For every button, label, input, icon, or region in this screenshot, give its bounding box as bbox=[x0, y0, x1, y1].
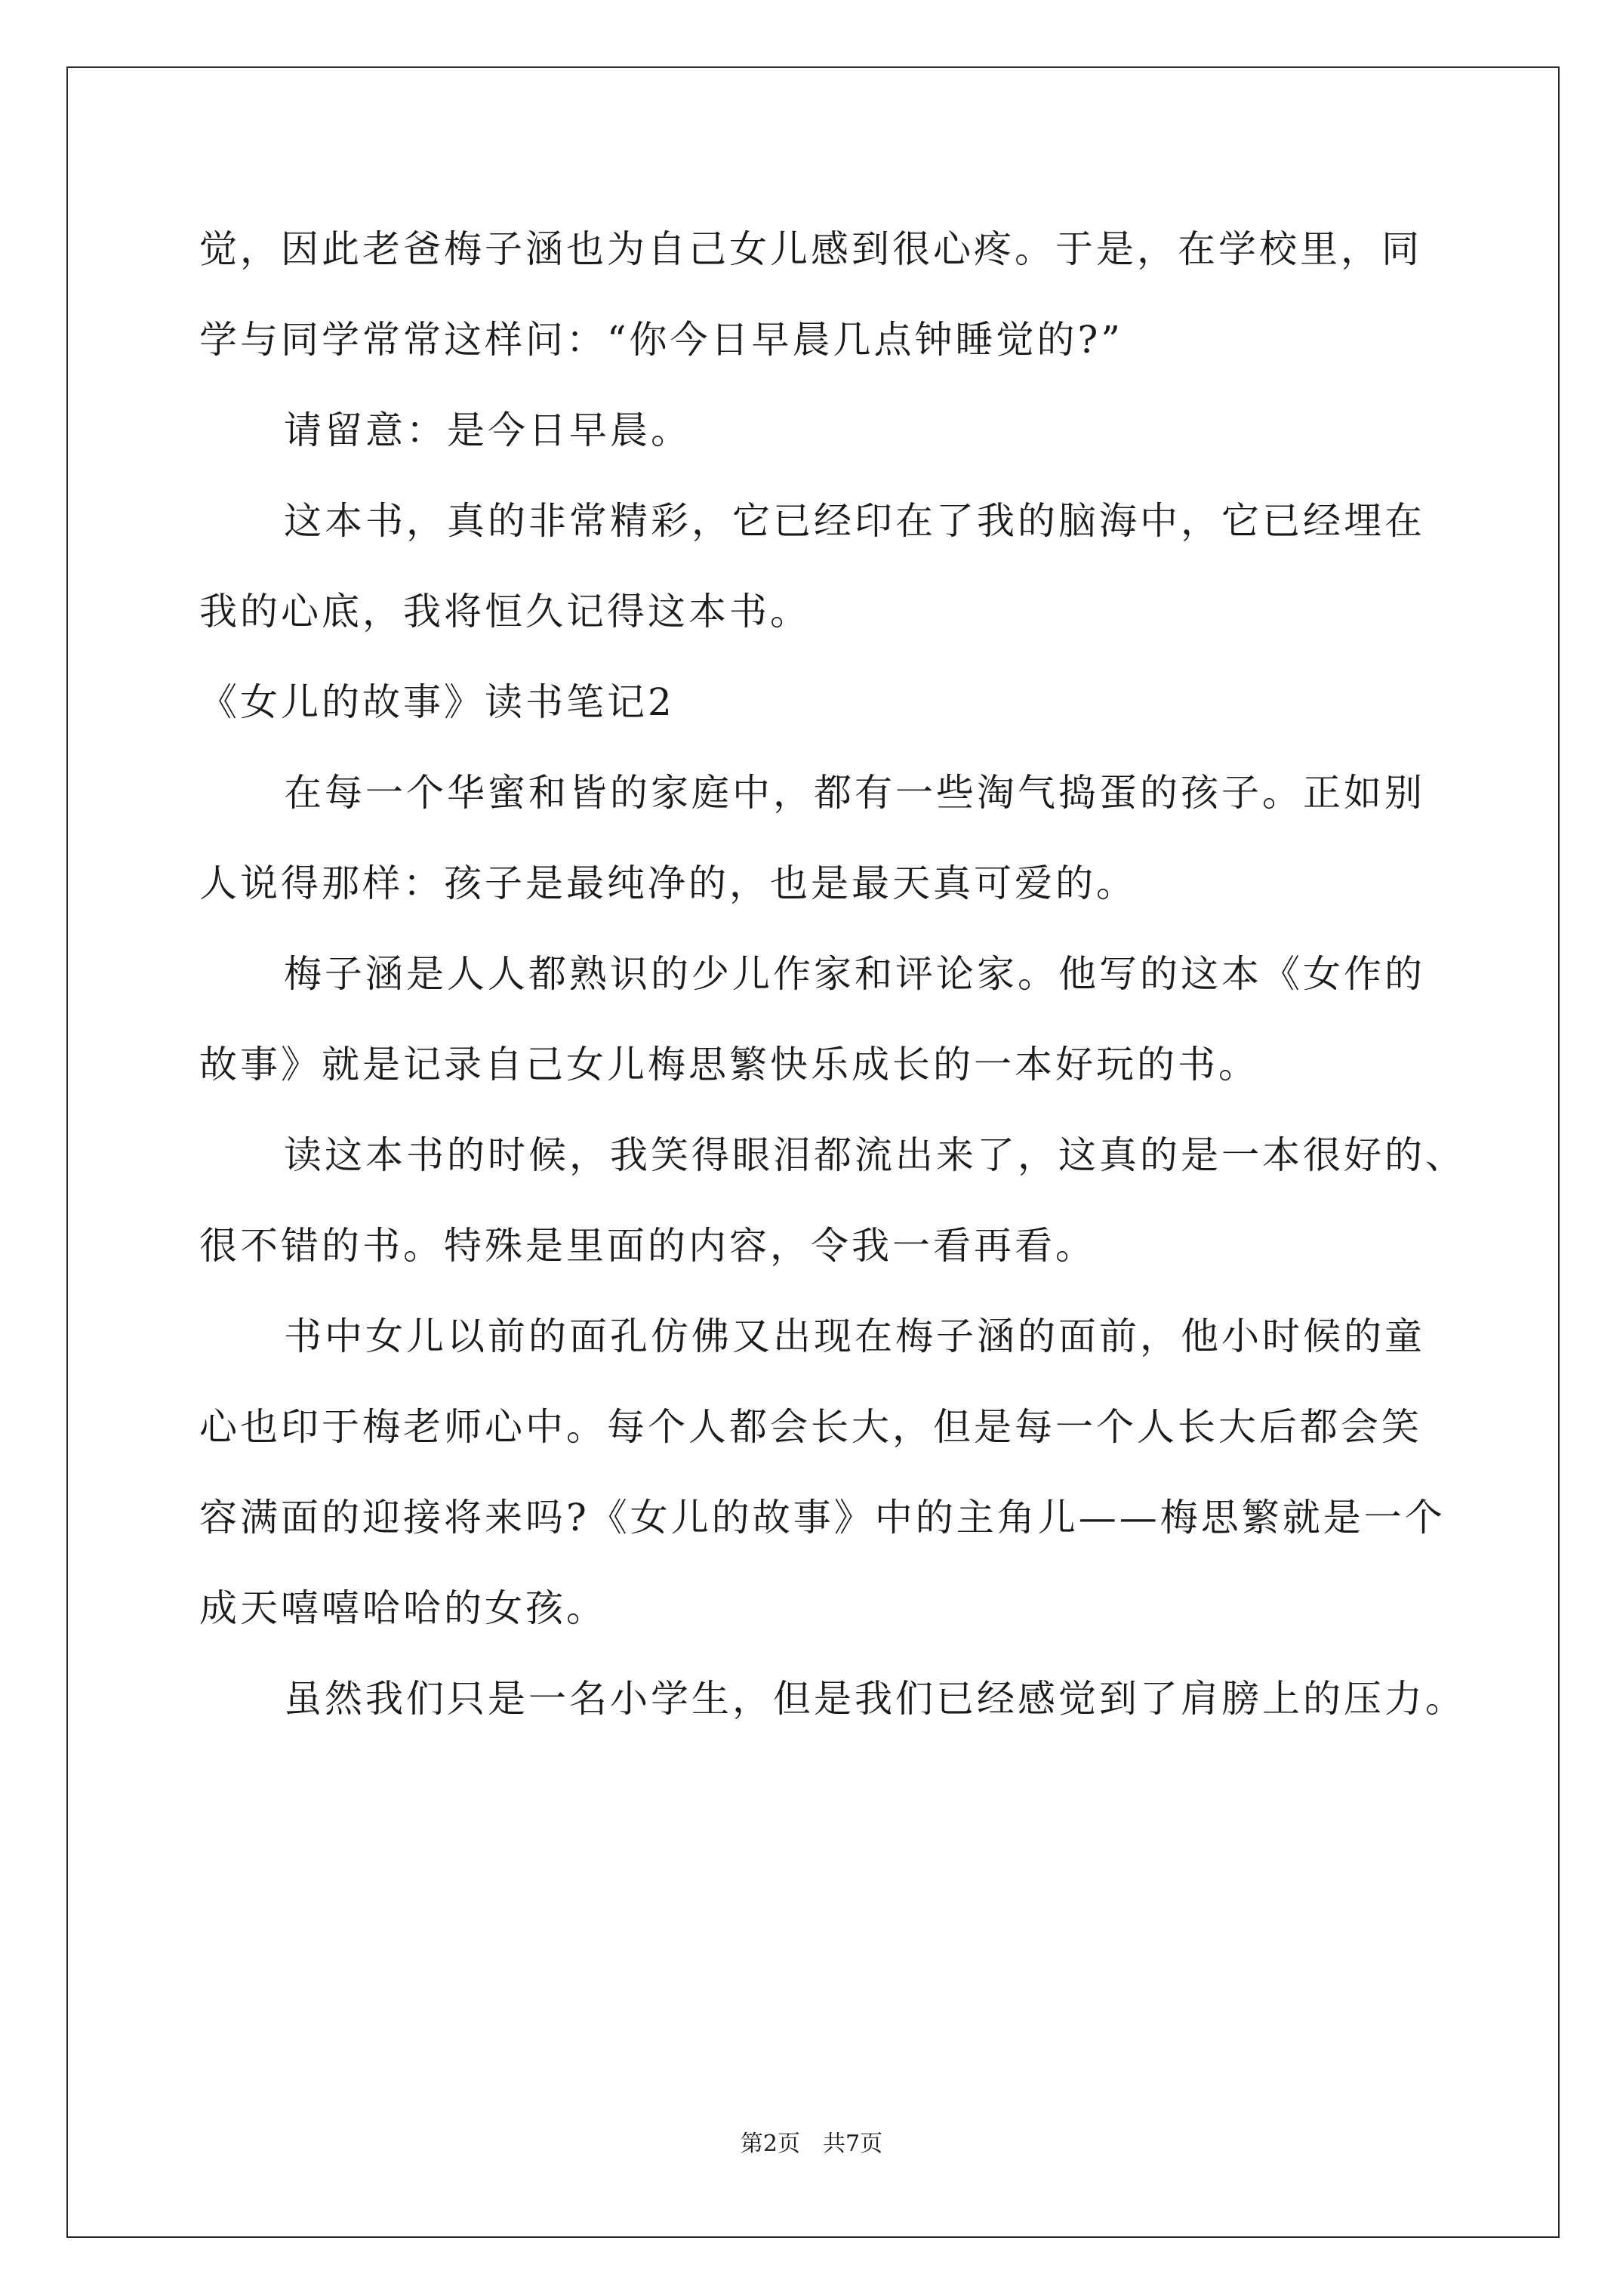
text-line: 很不错的书。特殊是里面的内容，令我一看再看。 bbox=[199, 1224, 1096, 1268]
text-line: 请留意：是今日早晨。 bbox=[284, 408, 691, 452]
text-line: 成天嘻嘻哈哈的女孩。 bbox=[199, 1586, 607, 1630]
text-line: 故事》就是记录自己女儿梅思繁快乐成长的一本好玩的书。 bbox=[199, 1043, 1259, 1086]
text-line: 我的心底，我将恒久记得这本书。 bbox=[199, 590, 811, 633]
text-line: 梅子涵是人人都熟识的少儿作家和评论家。他写的这本《女作的 bbox=[284, 952, 1425, 996]
text-line: 读这本书的时候，我笑得眼泪都流出来了，这真的是一本很好的、 bbox=[284, 1133, 1466, 1177]
text-line: 心也印于梅老师心中。每个人都会长大，但是每一个人长大后都会笑 bbox=[199, 1405, 1422, 1449]
text-line: 容满面的迎接将来吗?《女儿的故事》中的主角儿——梅思繁就是一个 bbox=[199, 1496, 1446, 1539]
text-line: 学与同学常常这样问：“你今日早晨几点钟睡觉的?” bbox=[199, 318, 1123, 362]
text-line: 觉，因此老爸梅子涵也为自己女儿感到很心疼。于是，在学校里，同 bbox=[199, 227, 1422, 271]
section-heading: 《女儿的故事》读书笔记2 bbox=[199, 680, 675, 724]
text-line: 书中女儿以前的面孔仿佛又出现在梅子涵的面前，他小时候的童 bbox=[284, 1314, 1425, 1358]
text-line: 人说得那样：孩子是最纯净的，也是最天真可爱的。 bbox=[199, 861, 1137, 905]
page-number: 第2页 共7页 bbox=[740, 2131, 883, 2157]
text-line: 在每一个华蜜和皆的家庭中，都有一些淘气捣蛋的孩子。正如别 bbox=[284, 771, 1425, 815]
text-line: 这本书，真的非常精彩，它已经印在了我的脑海中，它已经埋在 bbox=[284, 499, 1425, 543]
text-line: 虽然我们只是一名小学生，但是我们已经感觉到了肩膀上的压力。 bbox=[284, 1677, 1466, 1721]
